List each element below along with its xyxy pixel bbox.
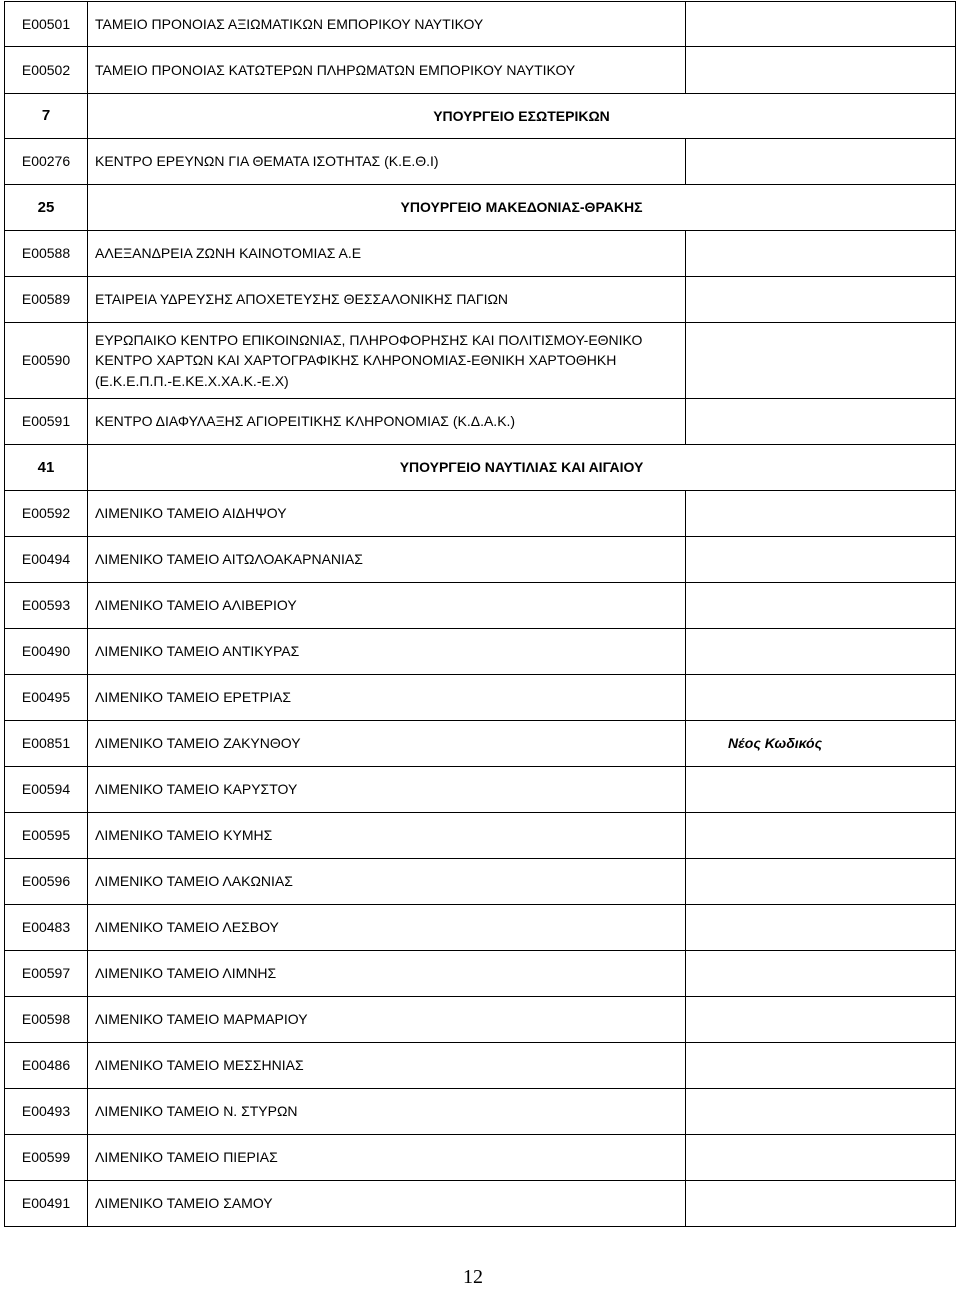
- entity-name: ΛΙΜΕΝΙΚΟ ΤΑΜΕΙΟ ΑΛΙΒΕΡΙΟΥ: [88, 583, 686, 629]
- entity-name: ΛΙΜΕΝΙΚΟ ΤΑΜΕΙΟ ΜΑΡΜΑΡΙΟΥ: [88, 997, 686, 1043]
- table-row: [5, 859, 956, 905]
- table-row: [5, 951, 956, 997]
- entity-name: ΛΙΜΕΝΙΚΟ ΤΑΜΕΙΟ ΣΑΜΟΥ: [88, 1181, 686, 1227]
- entity-code: Ε00495: [5, 675, 88, 721]
- table-row: [5, 767, 956, 813]
- entity-code: Ε00592: [5, 491, 88, 537]
- entity-name: ΛΙΜΕΝΙΚΟ ΤΑΜΕΙΟ ΛΕΣΒΟΥ: [88, 905, 686, 951]
- entity-code: Ε00597: [5, 951, 88, 997]
- entity-name: ΛΙΜΕΝΙΚΟ ΤΑΜΕΙΟ ΕΡΕΤΡΙΑΣ: [88, 675, 686, 721]
- entity-note-cell: [686, 1089, 956, 1135]
- entity-name: ΛΙΜΕΝΙΚΟ ΤΑΜΕΙΟ ΜΕΣΣΗΝΙΑΣ: [88, 1043, 686, 1089]
- entity-name: ΚΕΝΤΡΟ ΕΡΕΥΝΩΝ ΓΙΑ ΘΕΜΑΤΑ ΙΣΟΤΗΤΑΣ (Κ.Ε.Θ.Ι): [88, 139, 686, 185]
- entity-note: [686, 919, 728, 935]
- entity-name: ΛΙΜΕΝΙΚΟ ΤΑΜΕΙΟ ΑΙΔΗΨΟΥ: [88, 491, 686, 537]
- entity-name: ΤΑΜΕΙΟ ΠΡΟΝΟΙΑΣ ΑΞΙΩΜΑΤΙΚΩΝ ΕΜΠΟΡΙΚΟΥ ΝΑΥΤΙΚΟΥ: [88, 2, 686, 47]
- entity-note-cell: [686, 629, 956, 675]
- entity-note-cell: [686, 859, 956, 905]
- entity-name: ΚΕΝΤΡΟ ΔΙΑΦΥΛΑΞΗΣ ΑΓΙΟΡΕΙΤΙΚΗΣ ΚΛΗΡΟΝΟΜΙΑΣ (Κ.Δ.Α.Κ.): [88, 399, 686, 445]
- entity-note-cell: [686, 1135, 956, 1181]
- entity-note: [686, 505, 728, 521]
- entity-note-cell: [686, 905, 956, 951]
- table-row: [5, 231, 956, 277]
- ministry-code: 7: [5, 94, 88, 139]
- table-row: [5, 675, 956, 721]
- entity-name: ΕΥΡΩΠΑΙΚΟ ΚΕΝΤΡΟ ΕΠΙΚΟΙΝΩΝΙΑΣ, ΠΛΗΡΟΦΟΡΗΣΗΣ ΚΑΙ ΠΟΛΙΤΙΣΜΟΥ-ΕΘΝΙΚΟ ΚΕΝΤΡΟ ΧΑΡΤΩΝ ΚΑΙ ΧΑΡΤΟΓΡΑΦΙΚΗΣ ΚΛΗΡΟΝΟΜΙΑΣ-ΕΘΝΙΚΗ ΧΑΡΤΟΘΗΚΗ (Ε.Κ.Ε.Π.Π.-Ε.ΚΕ.Χ.ΧΑ.Κ.-Ε.Χ): [88, 323, 686, 399]
- entity-code: Ε00501: [5, 2, 88, 47]
- entity-note-cell: [686, 399, 956, 445]
- entity-code: Ε00483: [5, 905, 88, 951]
- entity-note-cell: [686, 583, 956, 629]
- entity-name: ΛΙΜΕΝΙΚΟ ΤΑΜΕΙΟ ΖΑΚΥΝΘΟΥ: [88, 721, 686, 767]
- entity-note-cell: [686, 139, 956, 185]
- ministry-row: [5, 445, 956, 491]
- entity-code: Ε00591: [5, 399, 88, 445]
- table-row: [5, 1135, 956, 1181]
- entity-note: [686, 1149, 728, 1165]
- entity-note: [686, 16, 728, 32]
- table-row: [5, 399, 956, 445]
- entity-note-cell: [686, 323, 956, 399]
- entity-code: Ε00490: [5, 629, 88, 675]
- entity-name: ΑΛΕΞΑΝΔΡΕΙΑ ΖΩΝΗ ΚΑΙΝΟΤΟΜΙΑΣ Α.Ε: [88, 231, 686, 277]
- entity-note-cell: [686, 997, 956, 1043]
- entity-note-cell: [686, 1043, 956, 1089]
- entity-note: [686, 643, 728, 659]
- ministry-name: ΥΠΟΥΡΓΕΙΟ ΜΑΚΕΔΟΝΙΑΣ-ΘΡΑΚΗΣ: [88, 185, 956, 231]
- ministry-row: [5, 185, 956, 231]
- entity-name: ΤΑΜΕΙΟ ΠΡΟΝΟΙΑΣ ΚΑΤΩΤΕΡΩΝ ΠΛΗΡΩΜΑΤΩΝ ΕΜΠΟΡΙΚΟΥ ΝΑΥΤΙΚΟΥ: [88, 47, 686, 94]
- table-row: [5, 491, 956, 537]
- entity-note: [686, 245, 728, 261]
- entity-note-cell: [686, 537, 956, 583]
- table-row: [5, 1043, 956, 1089]
- entity-code: Ε00588: [5, 231, 88, 277]
- entity-note: [686, 965, 728, 981]
- table-row: [5, 583, 956, 629]
- entity-code: Ε00589: [5, 277, 88, 323]
- table-row: [5, 47, 956, 94]
- entity-code: Ε00276: [5, 139, 88, 185]
- entity-code: Ε00595: [5, 813, 88, 859]
- entity-note-cell: [686, 951, 956, 997]
- entity-note: [686, 689, 728, 705]
- registry-table: [4, 1, 956, 1227]
- table-row: [5, 139, 956, 185]
- entity-code: Ε00486: [5, 1043, 88, 1089]
- entity-name: ΕΤΑΙΡΕΙΑ ΥΔΡΕΥΣΗΣ ΑΠΟΧΕΤΕΥΣΗΣ ΘΕΣΣΑΛΟΝΙΚΗΣ ΠΑΓΙΩΝ: [88, 277, 686, 323]
- table-row: [5, 813, 956, 859]
- entity-note-cell: [686, 767, 956, 813]
- entity-note-cell: [686, 813, 956, 859]
- ministry-code: 41: [5, 445, 88, 491]
- table-row: [5, 277, 956, 323]
- entity-name: ΛΙΜΕΝΙΚΟ ΤΑΜΕΙΟ ΑΝΤΙΚΥΡΑΣ: [88, 629, 686, 675]
- entity-name: ΛΙΜΕΝΙΚΟ ΤΑΜΕΙΟ ΚΑΡΥΣΤΟΥ: [88, 767, 686, 813]
- table-row: [5, 997, 956, 1043]
- entity-name: ΛΙΜΕΝΙΚΟ ΤΑΜΕΙΟ ΛΑΚΩΝΙΑΣ: [88, 859, 686, 905]
- table-row: [5, 629, 956, 675]
- table-row: [5, 1181, 956, 1227]
- table-row: [5, 2, 956, 47]
- entity-code: Ε00851: [5, 721, 88, 767]
- entity-code: Ε00596: [5, 859, 88, 905]
- entity-note: [686, 352, 728, 368]
- entity-name: ΛΙΜΕΝΙΚΟ ΤΑΜΕΙΟ ΚΥΜΗΣ: [88, 813, 686, 859]
- ministry-code: 25: [5, 185, 88, 231]
- table-row: [5, 721, 956, 767]
- entity-note: Νέος Κωδικός: [728, 735, 823, 752]
- table-row: [5, 537, 956, 583]
- entity-note-cell: [686, 721, 956, 767]
- entity-code: Ε00598: [5, 997, 88, 1043]
- entity-note-cell: [686, 491, 956, 537]
- ministry-row: [5, 94, 956, 139]
- entity-note: [686, 153, 728, 169]
- entity-note-cell: [686, 1181, 956, 1227]
- entity-name: ΛΙΜΕΝΙΚΟ ΤΑΜΕΙΟ ΠΙΕΡΙΑΣ: [88, 1135, 686, 1181]
- entity-note-cell: [686, 47, 956, 94]
- entity-note: [686, 1011, 728, 1027]
- registry-table-body: [5, 2, 956, 1227]
- entity-note: [686, 1057, 728, 1073]
- table-row: [5, 905, 956, 951]
- page-number: 12: [463, 1266, 483, 1288]
- entity-note: [686, 1103, 728, 1119]
- entity-code: Ε00593: [5, 583, 88, 629]
- entity-note: [686, 551, 728, 567]
- entity-note-cell: [686, 231, 956, 277]
- entity-name: ΛΙΜΕΝΙΚΟ ΤΑΜΕΙΟ Ν. ΣΤΥΡΩΝ: [88, 1089, 686, 1135]
- entity-note-cell: [686, 675, 956, 721]
- entity-code: Ε00493: [5, 1089, 88, 1135]
- entity-code: Ε00502: [5, 47, 88, 94]
- entity-note: [686, 62, 728, 78]
- entity-note: [686, 291, 728, 307]
- entity-note-cell: [686, 2, 956, 47]
- ministry-name: ΥΠΟΥΡΓΕΙΟ ΝΑΥΤΙΛΙΑΣ ΚΑΙ ΑΙΓΑΙΟΥ: [88, 445, 956, 491]
- entity-note: [686, 781, 728, 797]
- entity-code: Ε00599: [5, 1135, 88, 1181]
- entity-code: Ε00590: [5, 323, 88, 399]
- table-row: [5, 323, 956, 399]
- entity-note: [686, 827, 728, 843]
- entity-note: [686, 597, 728, 613]
- entity-code: Ε00491: [5, 1181, 88, 1227]
- table-row: [5, 1089, 956, 1135]
- entity-code: Ε00594: [5, 767, 88, 813]
- ministry-name: ΥΠΟΥΡΓΕΙΟ ΕΣΩΤΕΡΙΚΩΝ: [88, 94, 956, 139]
- entity-name: ΛΙΜΕΝΙΚΟ ΤΑΜΕΙΟ ΑΙΤΩΛΟΑΚΑΡΝΑΝΙΑΣ: [88, 537, 686, 583]
- entity-note: [686, 873, 728, 889]
- entity-note-cell: [686, 277, 956, 323]
- entity-note: [686, 1195, 728, 1211]
- entity-code: Ε00494: [5, 537, 88, 583]
- entity-name: ΛΙΜΕΝΙΚΟ ΤΑΜΕΙΟ ΛΙΜΝΗΣ: [88, 951, 686, 997]
- entity-note: [686, 413, 728, 429]
